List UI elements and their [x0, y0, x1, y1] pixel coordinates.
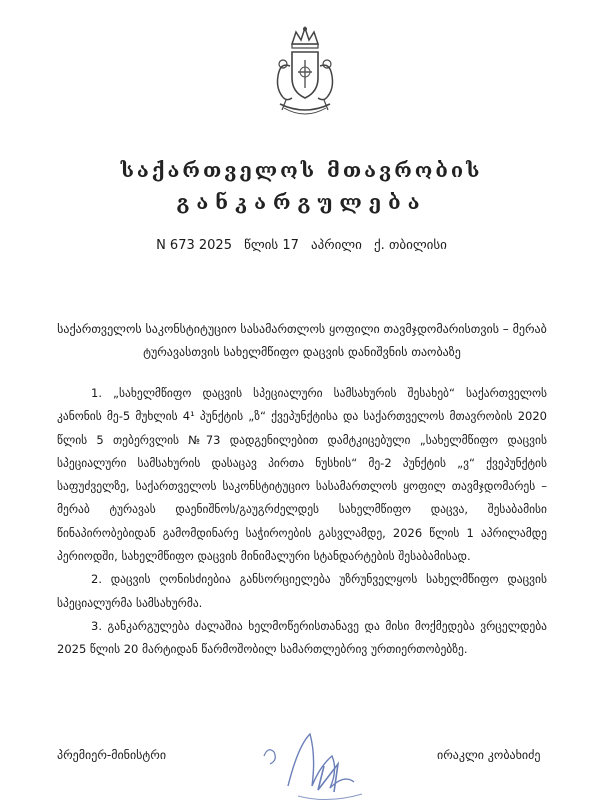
paragraph-3: 3. განკარგულება ძალაშია ხელმოწერისთანავე და მისი მოქმედება ვრცელდება 2025 წლის 20 მარტიდან წარმოშობილ სამართლებრივ ურთიერთობებზე. — [57, 618, 547, 657]
decree-body — [57, 382, 547, 662]
signatory-name: ირაკლი კობახიძე — [437, 748, 541, 762]
decree-month: აპრილი — [311, 238, 362, 253]
signatory-position: პრემიერ-მინისტრი — [57, 748, 167, 762]
decree-day: წლის 17 — [244, 238, 299, 253]
decree-meta-line — [0, 238, 603, 253]
paragraph-2: 2. დაცვის ღონისძიებია განსორციელება უზრუნველყოს სახელმწიფო დაცვის სპეციალურმა სამსახურმა. — [57, 572, 547, 610]
government-heading: საქართველოს მთავრობის — [120, 158, 483, 182]
decree-city: ქ. თბილისი — [374, 238, 447, 253]
decree-heading: განკარგულება — [176, 190, 427, 214]
paragraph-1: 1. „სახელმწიფო დაცვის სპეციალური სამსახურის შესახებ“ საქართველოს კანონის მე-5 მუხლის 4¹ პუნქტის „ზ“ ქვეპუნქტისა და საქართველოს მთავრობის 2020 წლის 5 თებერვლის №73 დადგენილებით დამტკიცებული „სახელმწიფო დაცვის სპეციალური სამსახურის დასაცავ პირთა ნუსხის“ მე-2 პუნქტის „ვ“ ქვეპუნქტის საფუძველზე, საქართველოს საკონსტიტუციო სასამართლოს ყოფილ თავმჯდომარეს – მერაბ ტურავას დაენიშნოს/გაუგრძელდეს სახელმწიფო დაცვა, შესაბამისი წინაპირობებიდან გამომდინარე საჭიროების გასვლამდე, 2026 წლის 1 აპრილამდე პერიოდში, სახელმწიფო დაცვის მინიმალური სტანდარტების შესაბამისად. — [57, 386, 547, 564]
signature-stamp — [258, 726, 368, 806]
decree-number: N 673 2025 — [156, 238, 232, 253]
coat-of-arms-emblem — [270, 26, 340, 134]
document-title: საქართველოს საკონსტიტუციო სასამართლოს ყოფილი თავმჯდომარისთვის – მერაბ ტურავასთვის სახელმწიფო დაცვის დანიშვნის თაობაზე — [57, 322, 547, 359]
